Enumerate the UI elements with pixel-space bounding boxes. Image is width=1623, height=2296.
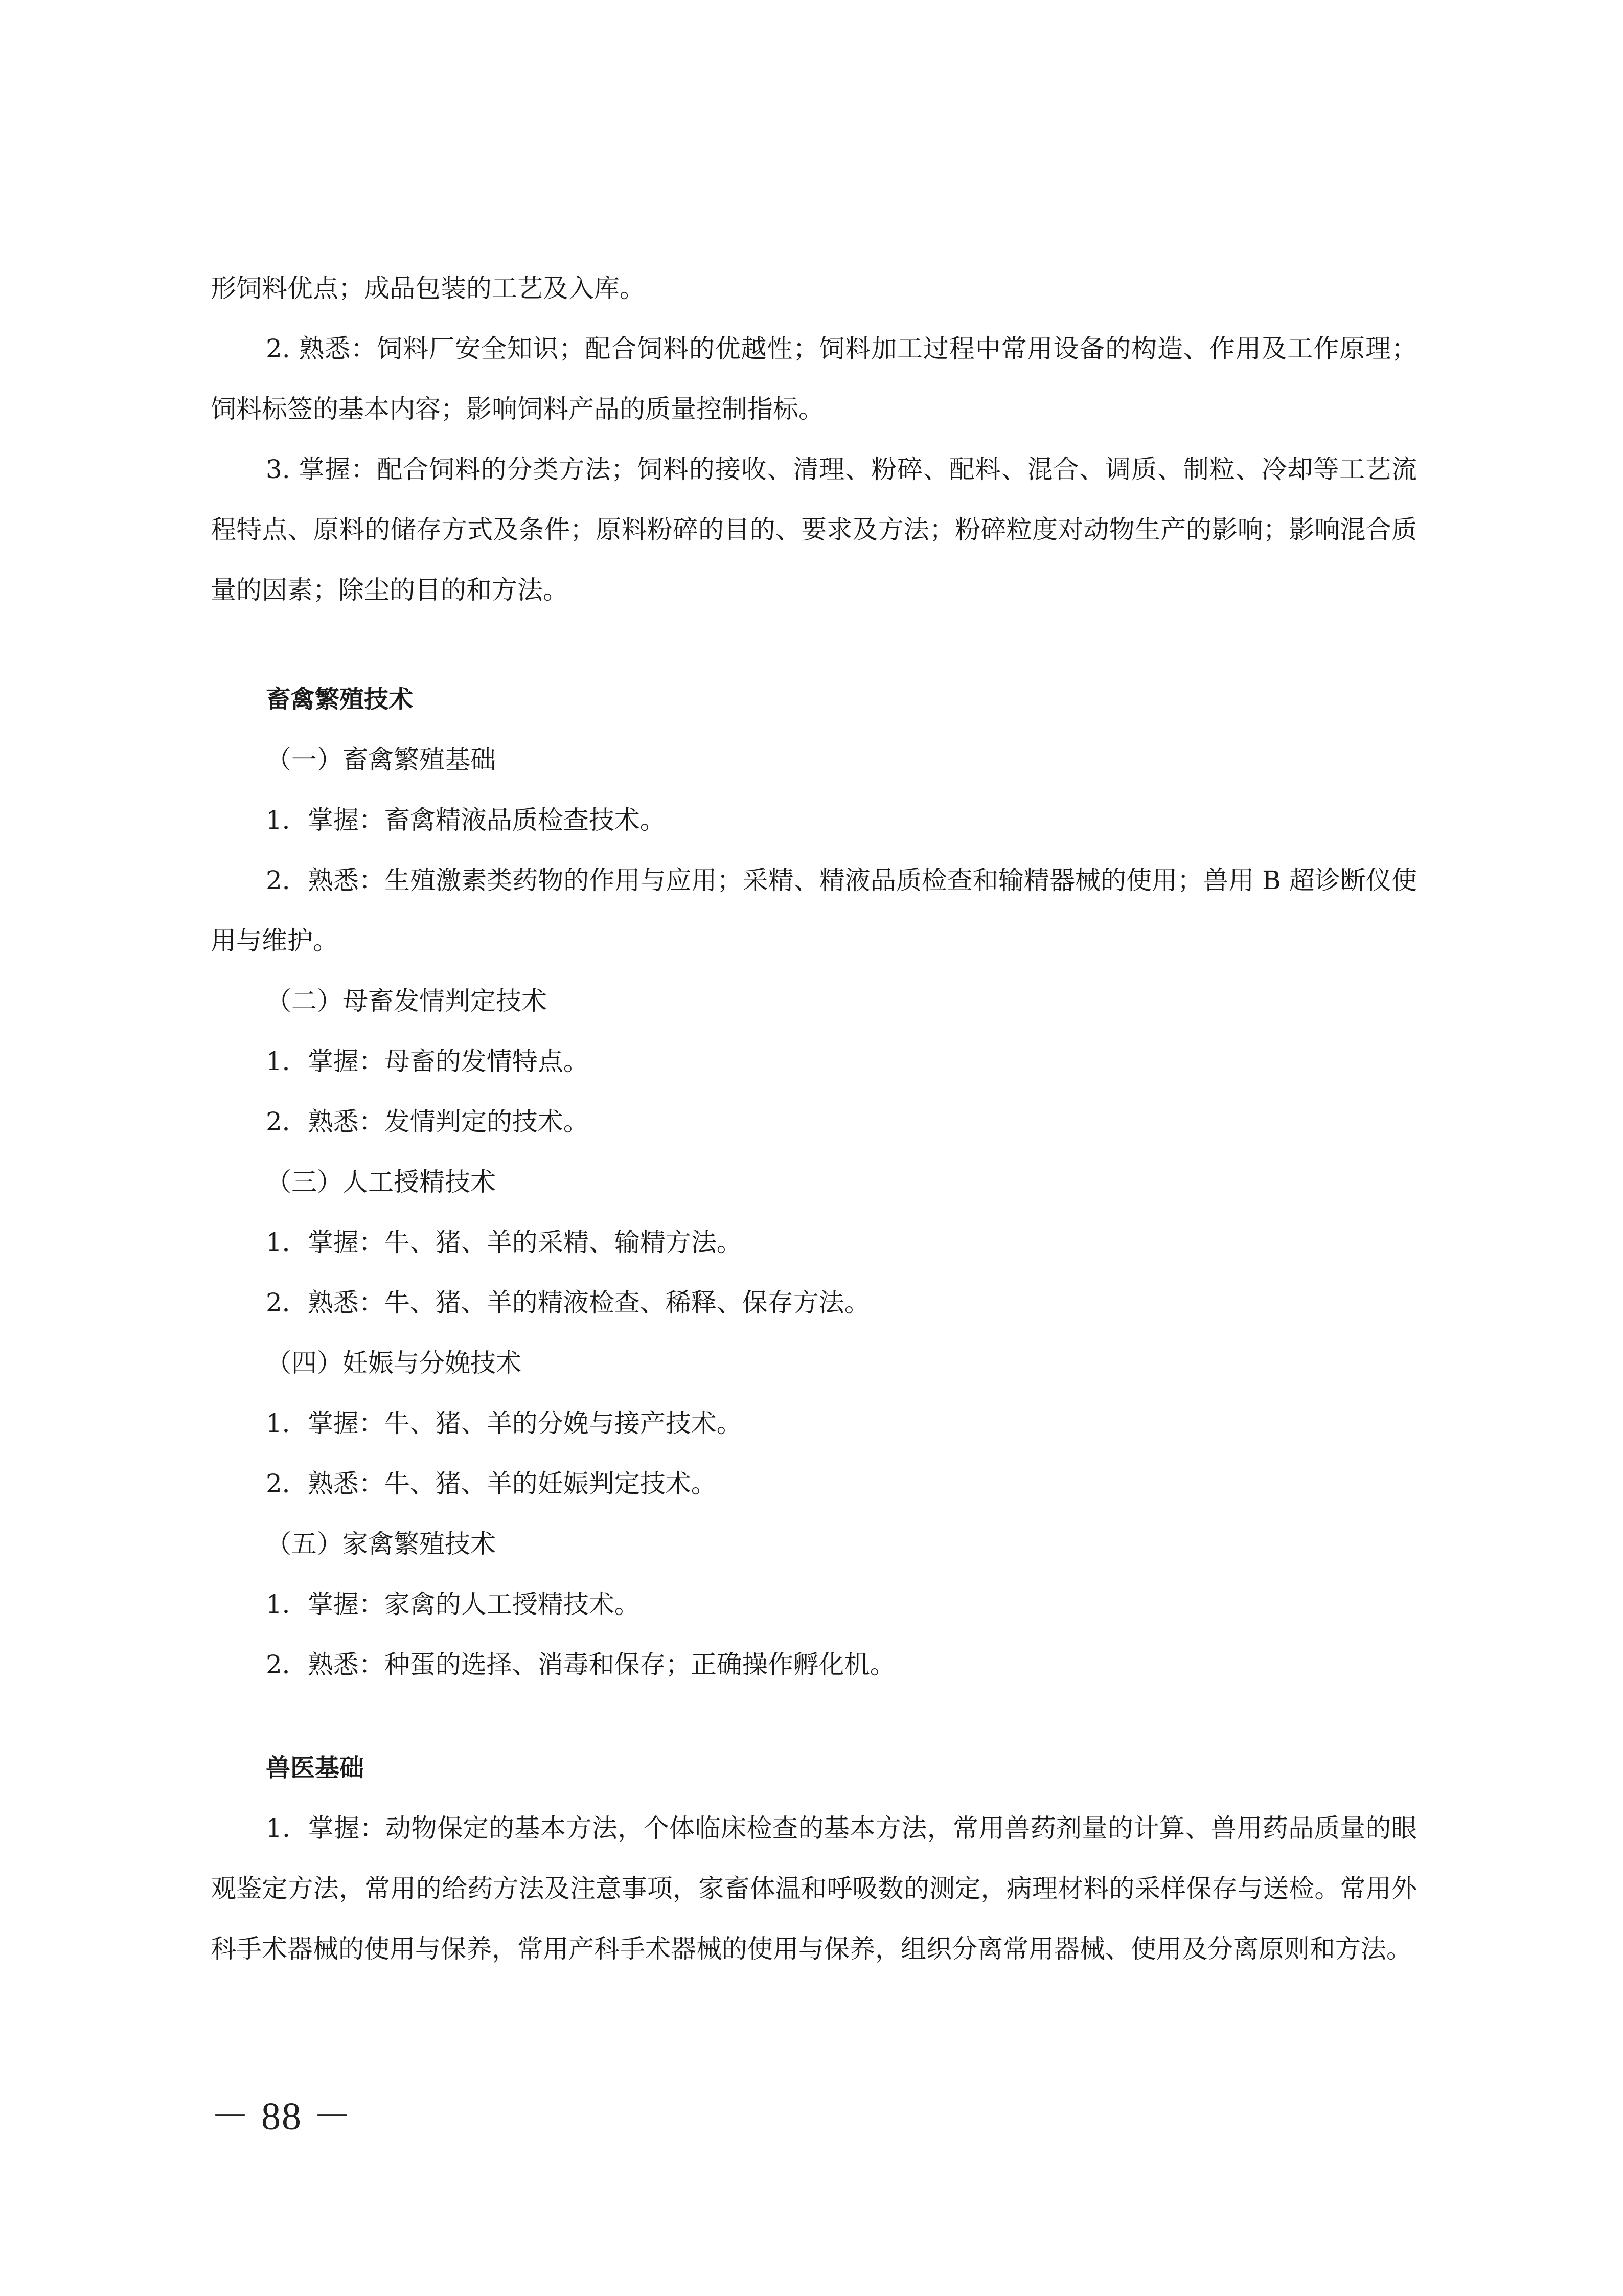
subsection-heading-3: （三）人工授精技术	[266, 1167, 496, 1197]
section-gap	[211, 620, 1417, 669]
list-item: 2．熟悉：牛、猪、羊的妊娠判定技术。	[266, 1469, 717, 1498]
paragraph-master: 3. 掌握：配合饲料的分类方法；饲料的接收、清理、粉碎、配料、混合、调质、制粒、冷却等工艺流程特点、原料的储存方式及条件；原料粉碎的目的、要求及方法；粉碎粒度对动物生产的影响；影响混合质量的因素；除尘的目的和方法。	[211, 454, 1417, 605]
list-item: 1．掌握：家禽的人工授精技术。	[266, 1589, 640, 1619]
page-number: － 88 －	[211, 2095, 353, 2138]
list-item: 1．掌握：牛、猪、羊的分娩与接产技术。	[266, 1408, 742, 1438]
section-title-breeding: 畜禽繁殖技术	[266, 685, 414, 714]
list-item: 1．掌握：动物保定的基本方法，个体临床检查的基本方法，常用兽药剂量的计算、兽用药品质量的眼观鉴定方法，常用的给药方法及注意事项，家畜体温和呼吸数的测定，病理材料的采样保存与送检。常用外科手术器械的使用与保养，常用产科手术器械的使用与保养，组织分离常用器械、使用及分离原则和方法。	[211, 1813, 1417, 1964]
list-item: 2．熟悉：生殖激素类药物的作用与应用；采精、精液品质检查和输精器械的使用；兽用 B 超诊断仪使用与维护。	[211, 866, 1417, 956]
list-item: 1．掌握：母畜的发情特点。	[266, 1047, 589, 1076]
list-item: 1．掌握：畜禽精液品质检查技术。	[266, 805, 666, 835]
section-title-veterinary: 兽医基础	[266, 1754, 364, 1782]
list-item: 2．熟悉：牛、猪、羊的精液检查、稀释、保存方法。	[266, 1288, 870, 1317]
subsection-heading-4: （四）妊娠与分娩技术	[266, 1348, 521, 1378]
paragraph-familiar: 2. 熟悉：饲料厂安全知识；配合饲料的优越性；饲料加工过程中常用设备的构造、作用及工作原理；饲料标签的基本内容；影响饲料产品的质量控制指标。	[211, 334, 1417, 424]
list-item: 2．熟悉：种蛋的选择、消毒和保存；正确操作孵化机。	[266, 1650, 896, 1679]
document-body	[211, 258, 1417, 1979]
list-item: 1．掌握：牛、猪、羊的采精、输精方法。	[266, 1227, 742, 1257]
subsection-heading-5: （五）家禽繁殖技术	[266, 1529, 496, 1559]
subsection-heading-1: （一）畜禽繁殖基础	[266, 745, 496, 775]
list-item: 2．熟悉：发情判定的技术。	[266, 1107, 589, 1136]
section-gap	[211, 1695, 1417, 1738]
paragraph-continued: 形饲料优点；成品包装的工艺及入库。	[211, 274, 645, 303]
subsection-heading-2: （二）母畜发情判定技术	[266, 986, 547, 1016]
